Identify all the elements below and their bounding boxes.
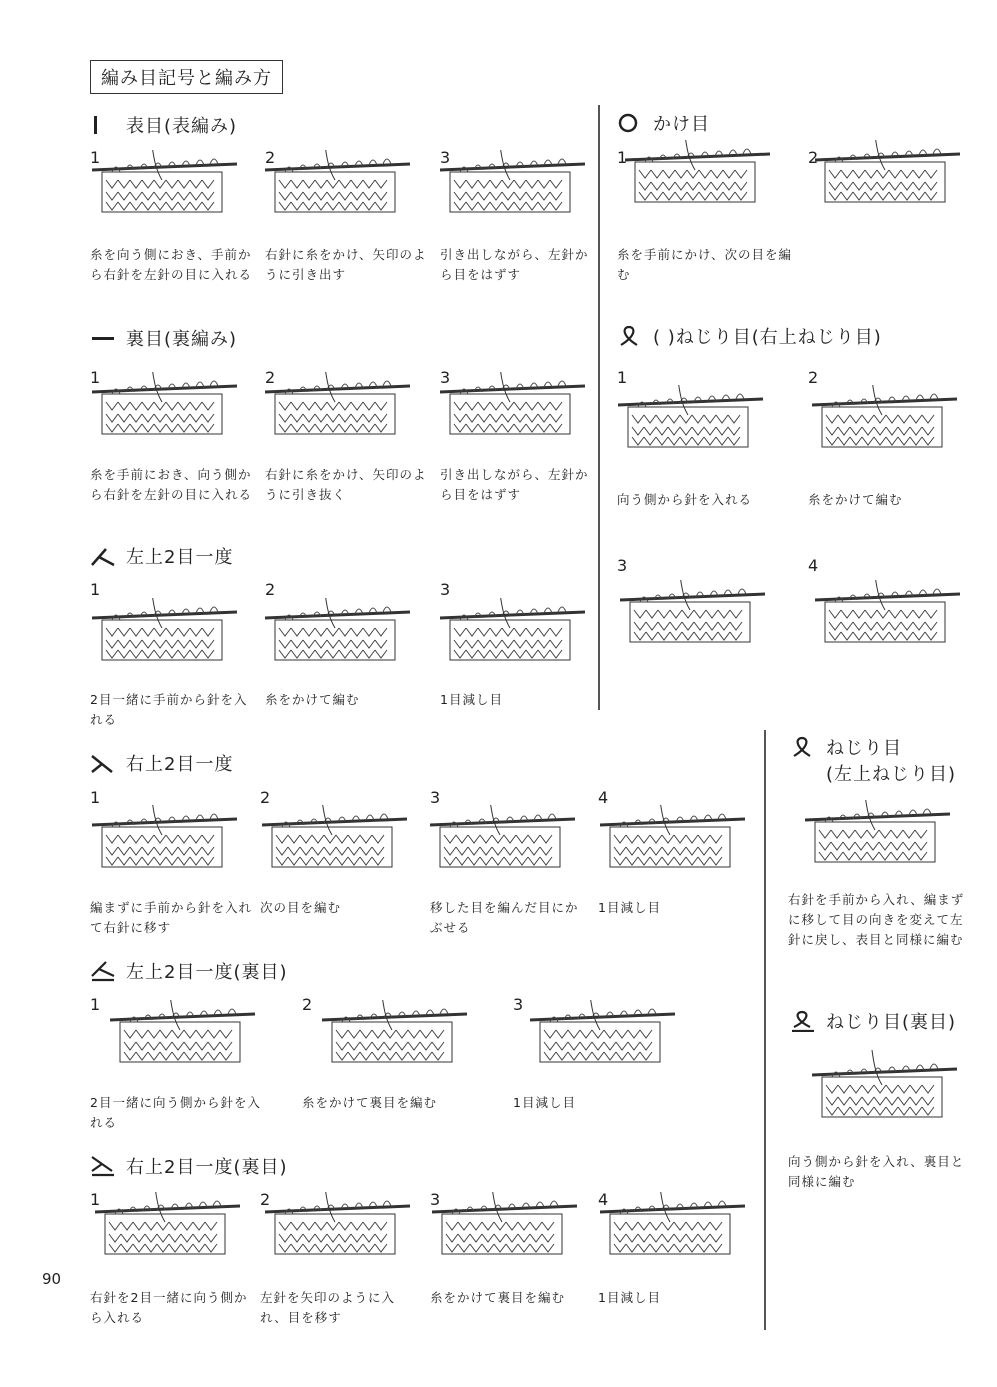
knit-step2-caption: 右針に糸をかけ、矢印のように引き出す (265, 247, 427, 282)
twisted-right-step1-illustration (618, 385, 768, 465)
right-decrease-icon (90, 752, 118, 774)
twisted-left-caption: 右針を手前から入れ、編まずに移して目の向きを変えて左針に戻し、表目と同様に編む (788, 892, 965, 947)
column-divider-top (598, 105, 600, 710)
ssp-step4-illustration (600, 1192, 750, 1272)
step-number: 1 (617, 148, 628, 167)
step-number: 2 (265, 148, 276, 167)
step-number: 1 (90, 788, 101, 807)
page-number: 90 (42, 1270, 62, 1288)
page-title: 編み目記号と編み方 (90, 60, 283, 94)
step-number: 1 (90, 1190, 101, 1209)
twisted-right-step1-caption: 向う側から針を入れる (617, 492, 753, 507)
skp-step4-illustration (600, 805, 750, 885)
ssp-step4-caption: 1目減し目 (598, 1290, 661, 1305)
purl-step3-caption: 引き出しながら、左針から目をはずす (440, 467, 589, 502)
twisted-right-step3-illustration (620, 580, 770, 660)
purl-step1-caption: 糸を手前におき、向う側から右針を左針の目に入れる (90, 467, 253, 502)
twisted-purl-illustration (812, 1050, 962, 1140)
column-divider-bottom (764, 730, 766, 1330)
step-number: 1 (90, 995, 101, 1014)
ssp-step3-caption: 糸をかけて裏目を編む (430, 1290, 566, 1305)
step-number: 3 (430, 1190, 441, 1209)
step-number: 1 (90, 368, 101, 387)
k2tog-step1-illustration (92, 598, 242, 678)
knit-step3-caption: 引き出しながら、左針から目をはずす (440, 247, 589, 282)
twisted-right-step4-illustration (815, 580, 965, 660)
step-number: 3 (440, 580, 451, 599)
skp-step2-caption: 次の目を編む (260, 900, 342, 915)
purl-step3-illustration (440, 372, 590, 452)
knit-step1-caption: 糸を向う側におき、手前から右針を左針の目に入れる (90, 247, 253, 282)
twisted-purl-caption: 向う側から針を入れ、裏目と同様に編む (788, 1154, 965, 1189)
ssp-step2-illustration (265, 1192, 415, 1272)
step-number: 2 (265, 368, 276, 387)
step-number: 1 (90, 148, 101, 167)
skp-step3-illustration (430, 805, 580, 885)
step-number: 2 (265, 580, 276, 599)
p2tog-step1-illustration (110, 1000, 260, 1080)
twisted-left-illustration (805, 800, 955, 880)
vertical-bar-icon (90, 114, 118, 136)
k2tog-step1-caption: 2目一緒に手前から針を入れる (90, 692, 248, 727)
purl-step1-illustration (92, 372, 242, 452)
skp-step3-caption: 移した目を編んだ目にかぶせる (430, 900, 579, 935)
k2tog-step3-illustration (440, 598, 590, 678)
right-decrease-purl-icon (90, 1155, 118, 1177)
yo-step1-caption: 糸を手前にかけ、次の目を編む (617, 247, 793, 282)
step-number: 4 (598, 1190, 609, 1209)
p2tog-step3-illustration (530, 1000, 680, 1080)
section-twisted-left-title: ねじり目 (左上ねじり目) (790, 736, 956, 788)
skp-step4-caption: 1目減し目 (598, 900, 661, 915)
purl-step2-illustration (265, 372, 415, 452)
section-knit-title: 表目(表編み) (90, 112, 237, 138)
ssp-step2-caption: 左針を矢印のように入れ、目を移す (260, 1290, 396, 1325)
section-twisted-right-title: ( )ねじり目(右上ねじり目) (617, 323, 882, 349)
skp-step1-caption: 編まずに手前から針を入れて右針に移す (90, 900, 253, 935)
k2tog-step2-illustration (265, 598, 415, 678)
step-number: 3 (440, 148, 451, 167)
section-purl-title: 裏目(裏編み) (90, 325, 237, 351)
ssp-step3-illustration (432, 1192, 582, 1272)
step-number: 1 (617, 368, 628, 387)
yo-step1-illustration (625, 140, 775, 220)
step-number: 3 (440, 368, 451, 387)
section-ssp-title: 右上2目一度(裏目) (90, 1153, 288, 1179)
step-number: 2 (302, 995, 313, 1014)
twisted-right-step2-illustration (812, 385, 962, 465)
twist-left-icon (790, 736, 818, 758)
ssp-step1-caption: 右針を2目一緒に向う側から入れる (90, 1290, 248, 1325)
p2tog-step2-caption: 糸をかけて裏目を編む (302, 1095, 438, 1110)
step-number: 2 (260, 788, 271, 807)
p2tog-step1-caption: 2目一緒に向う側から針を入れる (90, 1095, 261, 1130)
step-number: 4 (598, 788, 609, 807)
circle-icon (617, 112, 645, 134)
left-decrease-purl-icon (90, 960, 118, 982)
yo-step2-illustration (815, 140, 965, 220)
knit-step1-illustration (92, 150, 242, 230)
skp-step1-illustration (92, 805, 242, 885)
step-number: 2 (808, 148, 819, 167)
step-number: 1 (90, 580, 101, 599)
knit-step2-illustration (265, 150, 415, 230)
twisted-right-step2-caption: 糸をかけて編む (808, 492, 903, 507)
step-number: 3 (513, 995, 524, 1014)
p2tog-step2-illustration (322, 1000, 472, 1080)
section-p2tog-title: 左上2目一度(裏目) (90, 958, 288, 984)
step-number: 3 (617, 556, 628, 575)
k2tog-step2-caption: 糸をかけて編む (265, 692, 360, 707)
purl-step2-caption: 右針に糸をかけ、矢印のように引き抜く (265, 467, 427, 502)
knit-step3-illustration (440, 150, 590, 230)
ssp-step1-illustration (95, 1192, 245, 1272)
section-yo-title: かけ目 (617, 110, 710, 136)
section-skp-title: 右上2目一度 (90, 750, 233, 776)
step-number: 2 (260, 1190, 271, 1209)
left-decrease-icon (90, 545, 118, 567)
step-number: 4 (808, 556, 819, 575)
section-k2tog-title: 左上2目一度 (90, 543, 233, 569)
twist-icon (617, 325, 645, 347)
horizontal-bar-icon (90, 327, 118, 349)
twist-purl-icon (790, 1010, 818, 1032)
step-number: 2 (808, 368, 819, 387)
skp-step2-illustration (262, 805, 412, 885)
k2tog-step3-caption: 1目減し目 (440, 692, 503, 707)
section-twisted-purl-title: ねじり目(裏目) (790, 1008, 956, 1034)
p2tog-step3-caption: 1目減し目 (513, 1095, 576, 1110)
step-number: 3 (430, 788, 441, 807)
